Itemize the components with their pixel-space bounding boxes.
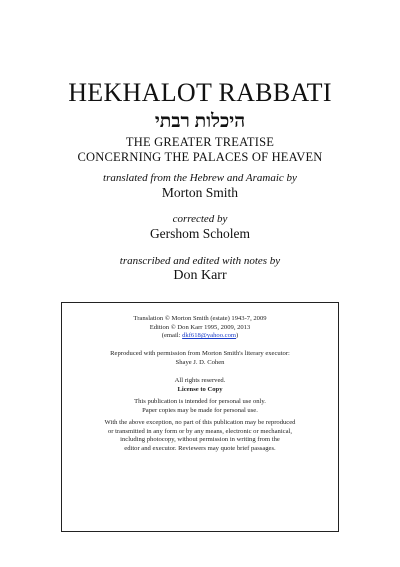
subtitle-line-2: CONCERNING THE PALACES OF HEAVEN — [77, 150, 323, 164]
hebrew-title: היכלות רבתי — [154, 111, 246, 132]
email-line — [62, 332, 338, 341]
corrector-name: Gershom Scholem — [149, 226, 251, 241]
document-title: HEKHALOT RABBATI — [68, 78, 332, 107]
license-heading: License to Copy — [177, 385, 223, 393]
exception-line-2: or transmitted in any form or by any means, electronic or mechanical, — [107, 427, 292, 435]
subtitle-line-1: THE GREATER TREATISE — [125, 135, 275, 149]
email-suffix: ) — [236, 332, 239, 339]
edition-copyright: Edition © Don Karr 1995, 2009, 2013 — [149, 323, 251, 331]
personal-use-line-1: This publication is intended for personal use only. — [134, 398, 266, 405]
exception-line-3: including photocopy, without permission in writing from the — [120, 436, 280, 443]
exception-line-4: editor and executor. Reviewers may quote brief passages. — [124, 444, 276, 452]
rights-reserved: All rights reserved. — [174, 377, 226, 384]
editor-role: transcribed and edited with notes by — [119, 255, 281, 267]
copyright-notice-box — [61, 302, 339, 532]
exception-line-1: With the above exception, no part of this publication may be reproduced — [104, 419, 296, 426]
email-prefix: (email: — [161, 332, 183, 339]
reproduced-line-1: Reproduced with permission from Morton Smith's literary executor: — [110, 350, 290, 357]
reproduced-line-2: Shaye J. D. Cohen — [175, 358, 225, 366]
personal-use-line-2: Paper copies may be made for personal use. — [142, 406, 258, 414]
editor-name: Don Karr — [173, 268, 227, 283]
translation-copyright: Translation © Morton Smith (estate) 1943-7, 2009 — [133, 315, 267, 322]
email-link[interactable]: dkf618@yahoo.com — [182, 332, 236, 339]
translator-role: translated from the Hebrew and Aramaic by — [103, 172, 297, 184]
corrector-role: corrected by — [172, 213, 228, 225]
translator-name: Morton Smith — [161, 185, 239, 200]
